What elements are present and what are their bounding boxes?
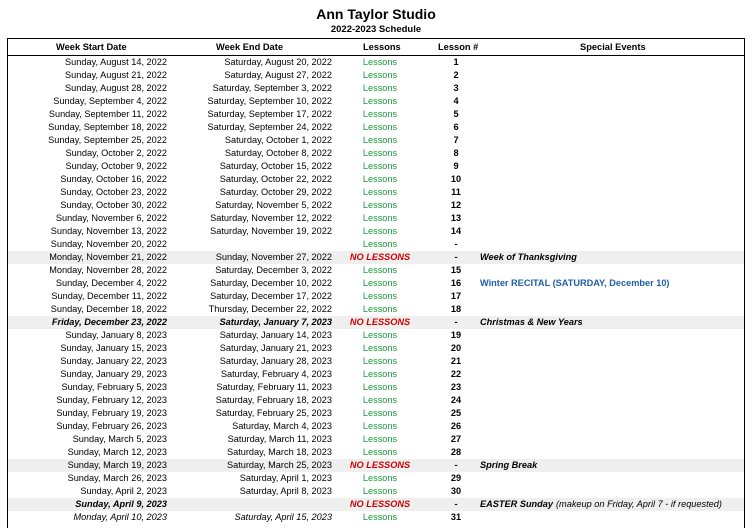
week-start-cell: Sunday, January 29, 2023 [60,369,167,379]
week-start-cell: Sunday, October 23, 2022 [60,187,167,197]
schedule-table [7,38,745,528]
table-row [8,186,744,199]
lessons-cell: Lessons [362,408,398,418]
lessons-cell: Lessons [362,304,398,314]
week-end-cell: Saturday, November 19, 2022 [210,226,332,236]
lessons-cell: Lessons [362,226,398,236]
week-start-cell: Sunday, August 21, 2022 [65,70,167,80]
week-end-cell: Saturday, March 11, 2023 [227,434,332,444]
lesson-number-cell: 9 [453,161,459,171]
table-row [8,56,744,69]
week-start-cell: Sunday, December 11, 2022 [51,291,167,301]
lesson-number-cell: 19 [450,330,462,340]
table-row [8,433,744,446]
week-start-cell: Sunday, September 4, 2022 [53,96,167,106]
week-end-cell: Saturday, March 4, 2023 [232,421,332,431]
lesson-number-cell: 30 [450,486,462,496]
lessons-cell: Lessons [362,200,398,210]
lessons-cell: Lessons [362,135,398,145]
week-end-cell: Saturday, January 7, 2023 [219,317,332,327]
week-end-cell: Saturday, December 3, 2022 [215,265,332,275]
week-start-cell: Friday, December 23, 2022 [51,317,167,327]
lessons-cell: Lessons [362,421,398,431]
table-row [8,329,744,342]
header-special-events: Special Events [580,42,646,52]
week-start-cell: Sunday, March 5, 2023 [72,434,167,444]
lessons-cell: Lessons [362,473,398,483]
week-start-cell: Sunday, October 2, 2022 [65,148,167,158]
header-week-end: Week End Date [216,42,283,52]
week-end-cell: Saturday, November 5, 2022 [215,200,332,210]
lesson-number-cell: 15 [450,265,462,275]
lesson-number-cell: 8 [453,148,459,158]
week-end-cell: Saturday, April 1, 2023 [239,473,332,483]
table-row [8,316,744,329]
week-end-cell: Saturday, September 17, 2022 [207,109,332,119]
table-row [8,420,744,433]
table-row [8,199,744,212]
week-start-cell: Sunday, January 15, 2023 [60,343,167,353]
week-end-cell: Saturday, October 22, 2022 [219,174,332,184]
table-row [8,238,744,251]
lesson-number-cell: 20 [450,343,462,353]
lessons-cell: Lessons [362,109,398,119]
lesson-number-cell: 2 [453,70,459,80]
lessons-cell: Lessons [362,70,398,80]
table-row [8,459,744,472]
week-start-cell: Monday, November 28, 2022 [49,265,167,275]
lesson-number-cell: 28 [450,447,462,457]
special-event-cell: Spring Break [480,460,538,470]
week-start-cell: Sunday, September 18, 2022 [48,122,167,132]
table-row [8,303,744,316]
lessons-cell: Lessons [362,57,398,67]
week-end-cell: Saturday, March 25, 2023 [226,460,332,470]
week-end-cell: Saturday, December 17, 2022 [210,291,332,301]
lessons-cell: NO LESSONS [349,460,411,470]
week-end-cell: Saturday, December 10, 2022 [210,278,332,288]
special-event-cell: Winter RECITAL (SATURDAY, December 10) [480,278,670,288]
lesson-number-cell: 3 [453,83,459,93]
lesson-number-cell: 13 [450,213,462,223]
week-end-cell: Saturday, February 25, 2023 [215,408,332,418]
lesson-number-cell: 4 [453,96,459,106]
week-end-cell: Saturday, February 11, 2023 [216,382,332,392]
week-end-cell: Saturday, January 14, 2023 [219,330,332,340]
week-start-cell: Sunday, August 14, 2022 [65,57,167,67]
lessons-cell: Lessons [362,291,398,301]
table-row [8,446,744,459]
table-row [8,95,744,108]
week-start-cell: Sunday, September 25, 2022 [48,135,167,145]
lesson-number-cell: 14 [450,226,462,236]
table-row [8,225,744,238]
lesson-number-cell: 22 [450,369,462,379]
header-week-start: Week Start Date [56,42,127,52]
week-start-cell: Sunday, February 26, 2023 [56,421,167,431]
lesson-number-cell: 12 [450,200,462,210]
week-end-cell: Saturday, February 4, 2023 [220,369,332,379]
week-end-cell: Saturday, September 3, 2022 [212,83,332,93]
week-start-cell: Sunday, February 19, 2023 [56,408,167,418]
week-end-cell: Saturday, October 29, 2022 [219,187,332,197]
week-end-cell: Saturday, September 24, 2022 [207,122,332,132]
lessons-cell: Lessons [362,434,398,444]
lessons-cell: NO LESSONS [349,499,411,509]
lesson-number-cell: - [454,239,458,249]
table-row [8,498,744,511]
lessons-cell: Lessons [362,174,398,184]
week-start-cell: Sunday, October 9, 2022 [65,161,167,171]
page-title: Ann Taylor Studio [316,6,436,22]
page-subtitle: 2022-2023 Schedule [330,24,422,35]
lesson-number-cell: 10 [450,174,462,184]
lessons-cell: Lessons [362,96,398,106]
lessons-cell: Lessons [362,330,398,340]
lesson-number-cell: 21 [450,356,462,366]
lesson-number-cell: 16 [450,278,462,288]
week-start-cell: Sunday, February 5, 2023 [61,382,167,392]
week-end-cell: Sunday, November 27, 2022 [215,252,332,262]
week-start-cell: Sunday, April 9, 2023 [75,499,167,509]
week-start-cell: Sunday, September 11, 2022 [48,109,167,119]
lesson-number-cell: 27 [450,434,462,444]
week-start-cell: Sunday, October 16, 2022 [60,174,167,184]
lesson-number-cell: 7 [453,135,459,145]
week-start-cell: Sunday, October 30, 2022 [60,200,167,210]
special-event-cell: EASTER Sunday [480,499,554,509]
week-start-cell: Sunday, March 26, 2023 [67,473,167,483]
week-start-cell: Sunday, November 6, 2022 [55,213,167,223]
special-event-note: (makeup on Friday, April 7 - if requested) [556,499,722,509]
lesson-number-cell: - [454,317,458,327]
table-row [8,381,744,394]
week-start-cell: Sunday, November 13, 2022 [50,226,167,236]
table-row [8,108,744,121]
table-row [8,290,744,303]
header-lessons: Lessons [363,42,401,52]
table-row [8,342,744,355]
lessons-cell: Lessons [362,486,398,496]
table-row [8,264,744,277]
week-end-cell: Saturday, January 21, 2023 [219,343,332,353]
week-end-cell: Thursday, December 22, 2022 [208,304,332,314]
lessons-cell: NO LESSONS [349,252,411,262]
lesson-number-cell: 5 [453,109,459,119]
lessons-cell: Lessons [362,83,398,93]
week-end-cell: Saturday, September 10, 2022 [207,96,332,106]
table-row [8,394,744,407]
week-end-cell: Saturday, August 20, 2022 [224,57,332,67]
week-start-cell: Sunday, December 4, 2022 [55,278,167,288]
lessons-cell: Lessons [362,148,398,158]
lessons-cell: Lessons [362,343,398,353]
lessons-cell: Lessons [362,265,398,275]
week-start-cell: Sunday, January 8, 2023 [65,330,167,340]
lesson-number-cell: 17 [450,291,462,301]
special-event-cell: Week of Thanksgiving [480,252,577,262]
week-start-cell: Sunday, March 12, 2023 [67,447,167,457]
week-start-cell: Monday, November 21, 2022 [49,252,167,262]
week-end-cell: Saturday, November 12, 2022 [210,213,332,223]
table-row [8,69,744,82]
lessons-cell: Lessons [362,382,398,392]
table-row [8,485,744,498]
week-end-cell: Saturday, March 18, 2023 [226,447,332,457]
special-event-cell: Christmas & New Years [480,317,583,327]
lessons-cell: Lessons [362,122,398,132]
table-row [8,82,744,95]
lesson-number-cell: 6 [453,122,459,132]
header-lesson-number: Lesson # [438,42,479,52]
lessons-cell: Lessons [362,447,398,457]
lessons-cell: Lessons [362,512,398,522]
lesson-number-cell: 18 [450,304,462,314]
table-row [8,160,744,173]
lesson-number-cell: 31 [450,512,462,522]
lesson-number-cell: 29 [450,473,462,483]
lesson-number-cell: 26 [450,421,462,431]
lesson-number-cell: - [454,252,458,262]
lesson-number-cell: - [454,460,458,470]
lessons-cell: Lessons [362,369,398,379]
table-header [8,39,744,56]
table-row [8,251,744,264]
lessons-cell: Lessons [362,395,398,405]
lessons-cell: Lessons [362,187,398,197]
lessons-cell: Lessons [362,356,398,366]
table-row [8,355,744,368]
table-row [8,212,744,225]
week-start-cell: Sunday, November 20, 2022 [50,239,167,249]
week-start-cell: Sunday, January 22, 2023 [60,356,167,366]
lessons-cell: Lessons [362,239,398,249]
table-row [8,173,744,186]
lessons-cell: Lessons [362,161,398,171]
week-start-cell: Sunday, March 19, 2023 [67,460,167,470]
table-row [8,511,744,524]
table-row [8,368,744,381]
week-end-cell: Saturday, February 18, 2023 [215,395,332,405]
lessons-cell: NO LESSONS [349,317,411,327]
table-row [8,134,744,147]
table-row [8,147,744,160]
lesson-number-cell: - [454,499,458,509]
week-start-cell: Sunday, August 28, 2022 [65,83,167,93]
week-end-cell: Saturday, August 27, 2022 [224,70,332,80]
lesson-number-cell: 24 [450,395,462,405]
week-end-cell: Saturday, October 1, 2022 [224,135,332,145]
lesson-number-cell: 1 [453,57,459,67]
lesson-number-cell: 25 [450,408,462,418]
lesson-number-cell: 23 [450,382,462,392]
table-row [8,121,744,134]
table-row [8,407,744,420]
table-row [8,472,744,485]
week-start-cell: Sunday, April 2, 2023 [80,486,167,496]
week-end-cell: Saturday, April 8, 2023 [239,486,332,496]
week-end-cell: Saturday, January 28, 2023 [219,356,332,366]
week-start-cell: Sunday, December 18, 2022 [50,304,167,314]
table-row [8,277,744,290]
lessons-cell: Lessons [362,278,398,288]
week-start-cell: Sunday, February 12, 2023 [56,395,167,405]
week-end-cell: Saturday, October 8, 2022 [224,148,332,158]
week-start-cell: Monday, April 10, 2023 [73,512,167,522]
week-end-cell: Saturday, October 15, 2022 [219,161,332,171]
week-end-cell: Saturday, April 15, 2023 [234,512,332,522]
lesson-number-cell: 11 [451,187,461,197]
lessons-cell: Lessons [362,213,398,223]
